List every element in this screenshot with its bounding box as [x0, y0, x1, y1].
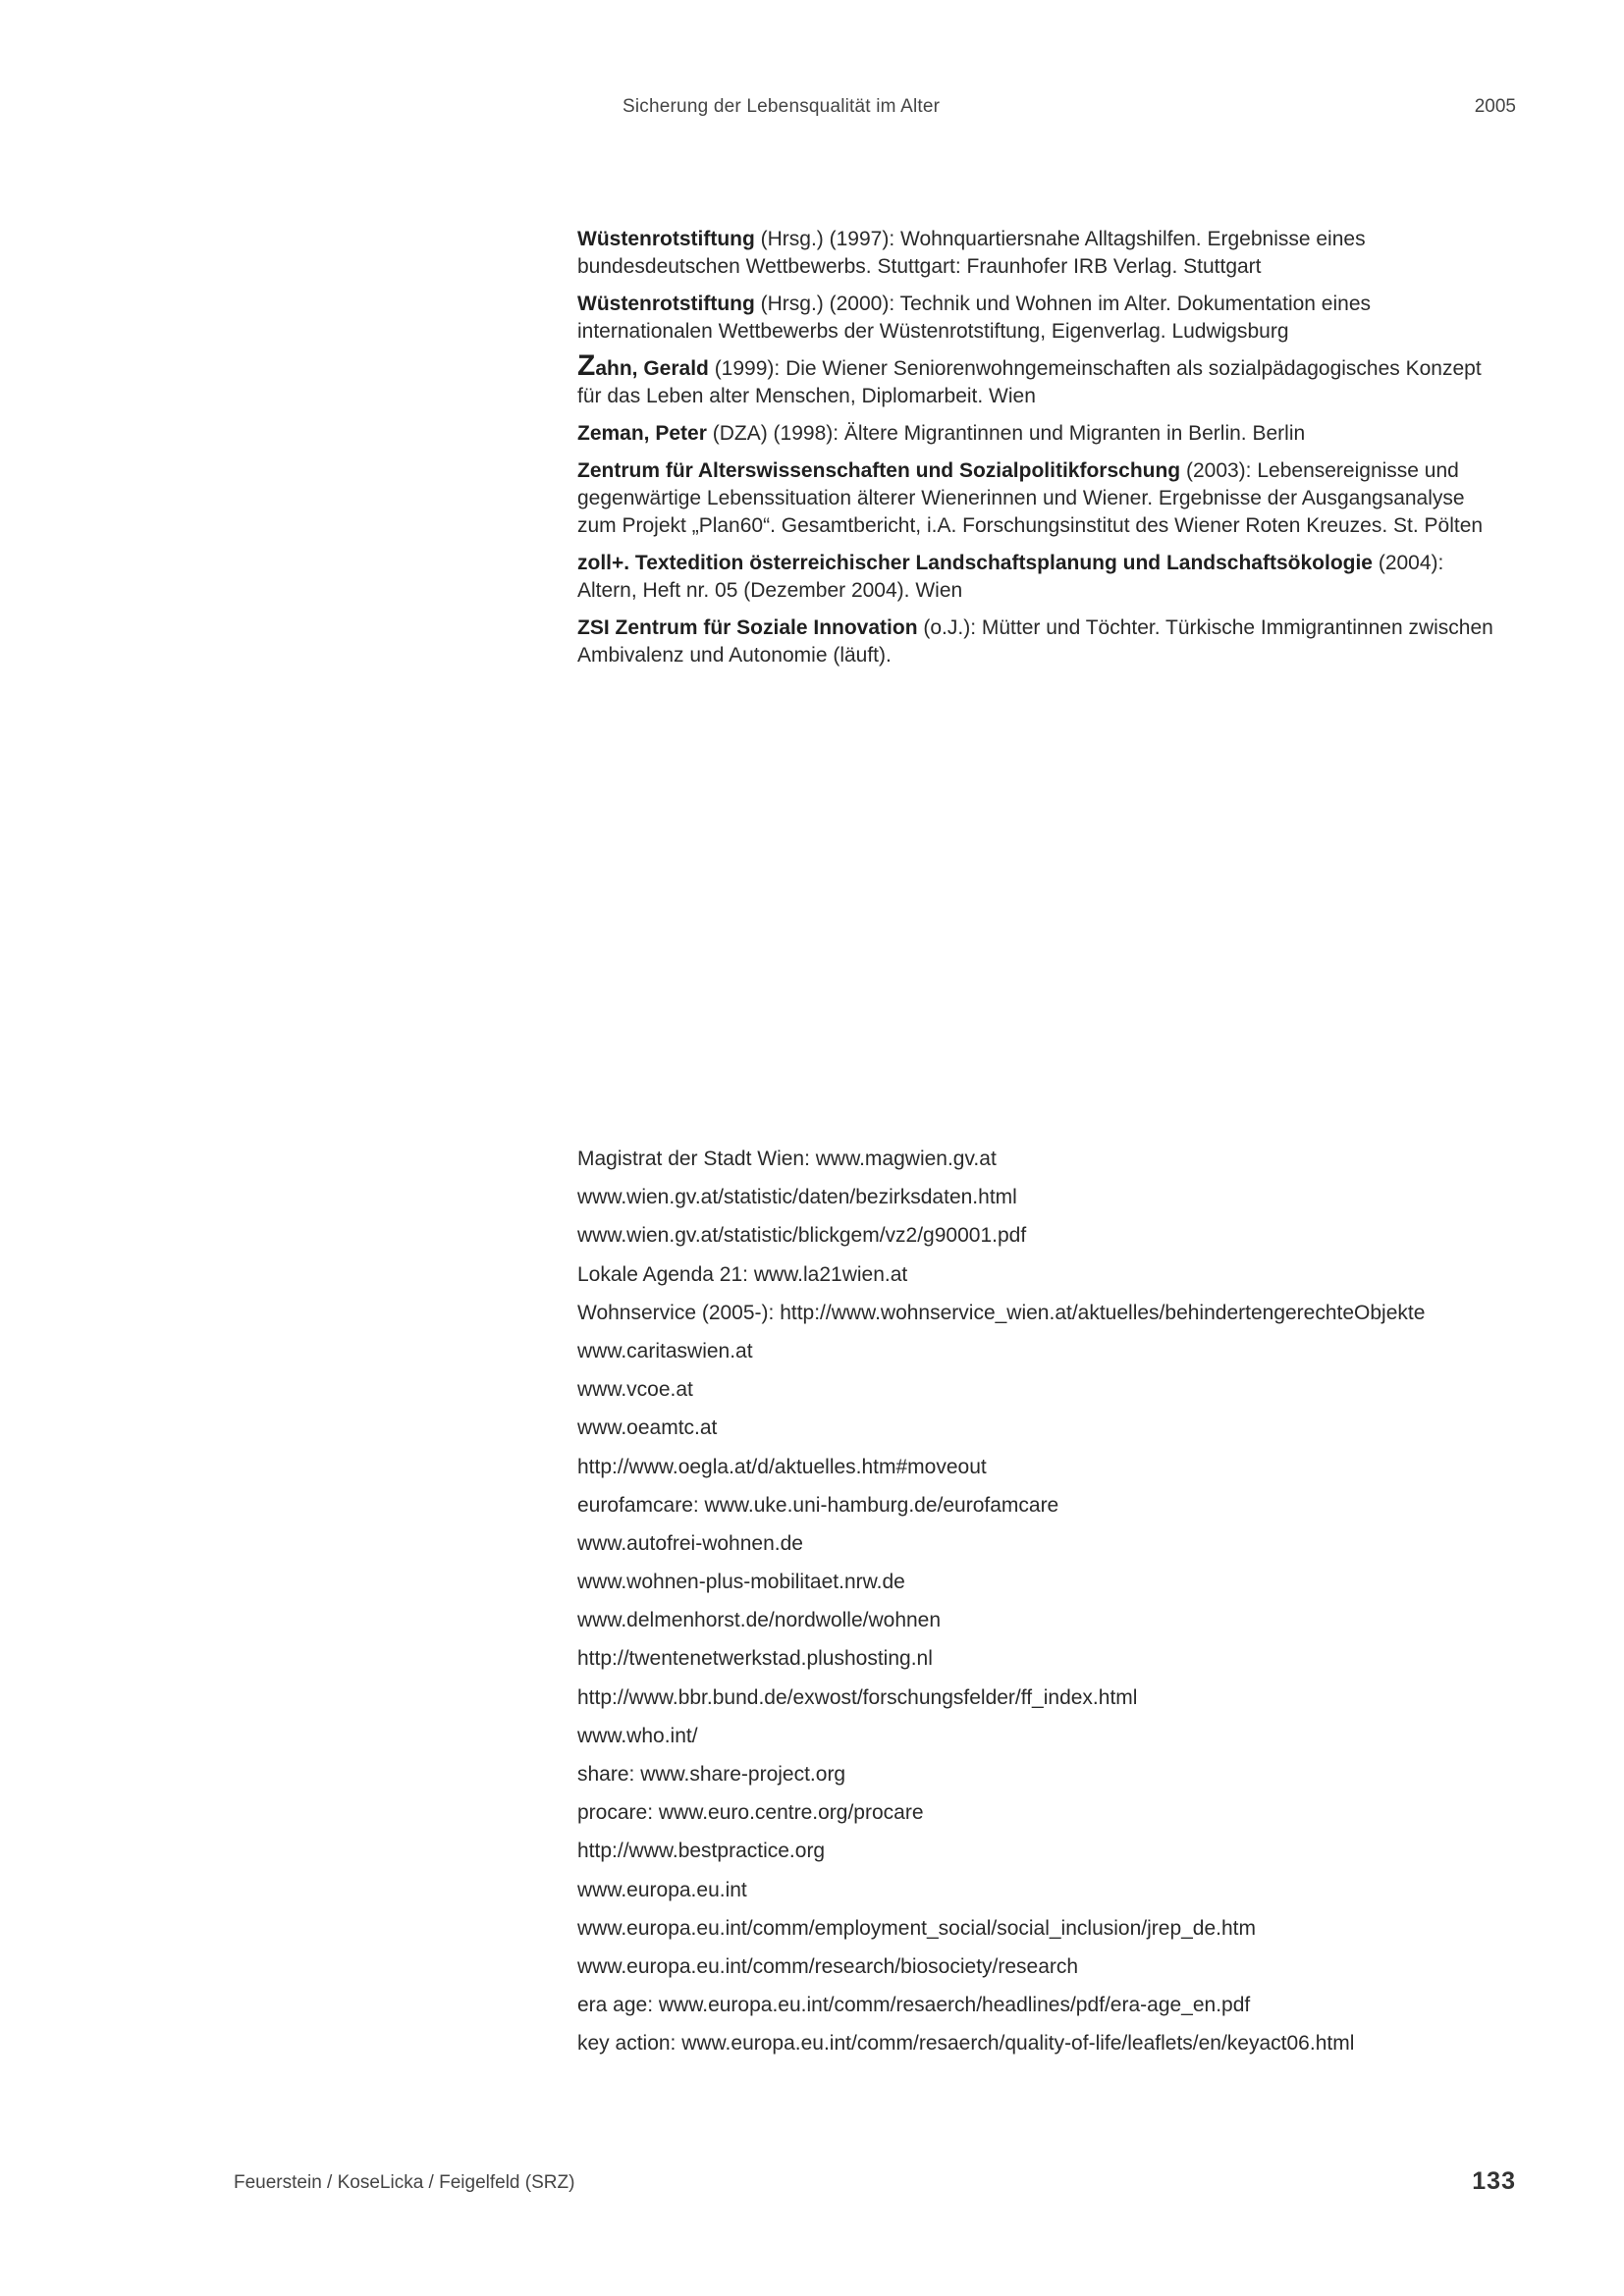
web-link: Lokale Agenda 21: www.la21wien.at [577, 1262, 908, 1286]
web-link: era age: www.europa.eu.int/comm/resaerch/headlines/pdf/era-age_en.pdf [577, 1994, 1251, 2017]
web-link: www.europa.eu.int [577, 1878, 747, 1901]
bibliography-entry [577, 457, 1500, 540]
entry-details: (DZA) (1998): Ältere Migrantinnen und Migranten in Berlin. Berlin [706, 422, 1306, 445]
entry-details: (1999): Die Wiener Seniorenwohngemeinschaften als sozialpädagogisches Konzept für das Leben alter Menschen, Diplomarbeit. Wien [577, 357, 1482, 407]
bibliography-list [577, 226, 1500, 679]
footer-authors: Feuerstein / KoseLicka / Feigelfeld (SRZ) [234, 2172, 575, 2193]
web-link: http://twentenetwerkstad.plushosting.nl [577, 1647, 933, 1671]
web-link: www.delmenhorst.de/nordwolle/wohnen [577, 1609, 942, 1632]
running-header-title: Sicherung der Lebensqualität im Alter [623, 96, 941, 117]
web-link: www.oeamtc.at [577, 1416, 718, 1440]
web-link: www.autofrei-wohnen.de [577, 1531, 803, 1555]
web-link: www.europa.eu.int/comm/employment_social/social_inclusion/jrep_de.htm [577, 1916, 1257, 1940]
running-header-year: 2005 [1474, 96, 1516, 117]
web-link: www.europa.eu.int/comm/research/biosociety/research [577, 1954, 1079, 1978]
bibliography-entry [577, 614, 1500, 669]
web-link: key action: www.europa.eu.int/comm/resaerch/quality-of-life/leaflets/en/keyact06.html [577, 2032, 1355, 2056]
web-link: Magistrat der Stadt Wien: www.magwien.gv.at [577, 1148, 997, 1170]
web-link: http://www.oegla.at/d/aktuelles.htm#moveout [577, 1455, 987, 1478]
entry-details: (2003): Lebensereignisse und gegenwärtige Lebenssituation älterer Wienerinnen und Wiener. Ergebnisse der Ausgangsanalyse zum Projekt „Plan60“. Gesamtbericht, i.A. Forschungsinstitut des Wiener Roten Kreuzes. St. Pölten [577, 459, 1484, 537]
page-number: 133 [1472, 2167, 1516, 2195]
entry-author: ahn, Gerald [595, 357, 709, 380]
entry-author: Zeman, Peter [577, 422, 707, 445]
web-link: www.wien.gv.at/statistic/blickgem/vz2/g90001.pdf [577, 1224, 1027, 1248]
web-link: eurofamcare: www.uke.uni-hamburg.de/eurofamcare [577, 1493, 1059, 1517]
entry-details: (2004): Altern, Heft nr. 05 (Dezember 2004). Wien [577, 552, 1444, 602]
bibliography-entry [577, 291, 1500, 346]
entry-details: (o.J.): Mütter und Töchter. Türkische Immigrantinnen zwischen Ambivalenz und Autonomie (läuft). [577, 616, 1493, 667]
web-link: share: www.share-project.org [577, 1763, 846, 1786]
web-link: procare: www.euro.centre.org/procare [577, 1801, 924, 1825]
entry-author: Wüstenrotstiftung [577, 228, 755, 250]
bibliography-entry [577, 349, 1500, 410]
bibliography-entry [577, 550, 1500, 605]
web-link: www.wohnen-plus-mobilitaet.nrw.de [577, 1571, 905, 1594]
web-link: http://www.bbr.bund.de/exwost/forschungsfelder/ff_index.html [577, 1685, 1138, 1709]
bibliography-entry [577, 226, 1500, 281]
web-link: www.vcoe.at [577, 1378, 693, 1402]
entry-details: (Hrsg.) (2000): Technik und Wohnen im Alter. Dokumentation eines internationalen Wettbewerbs der Wüstenrotstiftung, Eigenverlag. Ludwigsburg [577, 293, 1372, 343]
web-link: www.wien.gv.at/statistic/daten/bezirksdaten.html [577, 1186, 1017, 1209]
entry-author: Zentrum für Alterswissenschaften und Sozialpolitikforschung [577, 459, 1181, 482]
bibliography-entry [577, 420, 1500, 448]
entry-author: ZSI Zentrum für Soziale Innovation [577, 616, 918, 639]
web-link: www.caritaswien.at [577, 1339, 753, 1362]
entry-author: Wüstenrotstiftung [577, 293, 755, 315]
web-links-list [577, 1140, 1559, 2063]
section-initial-letter: Z [577, 349, 596, 382]
web-link: Wohnservice (2005-): http://www.wohnservice_wien.at/aktuelles/behindertengerechteObjekte [577, 1301, 1426, 1324]
web-link: www.who.int/ [577, 1724, 698, 1747]
web-link: http://www.bestpractice.org [577, 1840, 826, 1863]
entry-author: zoll+. Textedition österreichischer Landschaftsplanung und Landschaftsökologie [577, 552, 1373, 574]
entry-details: (Hrsg.) (1997): Wohnquartiersnahe Alltagshilfen. Ergebnisse eines bundesdeutschen Wettbewerbs. Stuttgart: Fraunhofer IRB Verlag. Stuttgart [577, 228, 1366, 278]
